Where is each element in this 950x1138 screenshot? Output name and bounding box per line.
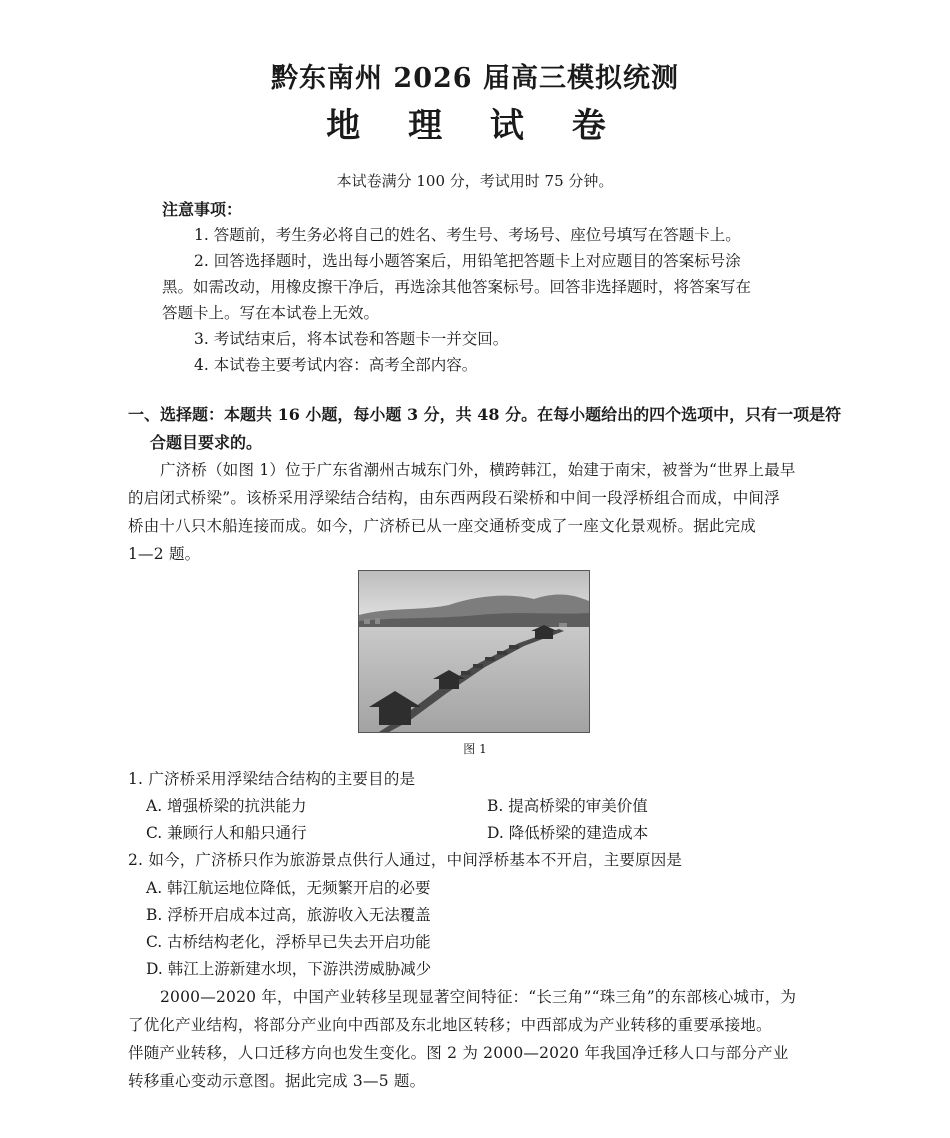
question-2-option-c: C. 古桥结构老化，浮桥早已失去开启功能 (146, 933, 431, 951)
question-2-option-a: A. 韩江航运地位降低，无频繁开启的必要 (146, 879, 431, 897)
section-heading-cont: 合题目要求的。 (150, 433, 263, 452)
notice-line: 1. 答题前，考生务必将自己的姓名、考生号、考场号、座位号填写在答题卡上。 (194, 226, 741, 244)
notice-line: 答题卡上。写在本试卷上无效。 (162, 304, 380, 322)
question-2-option-b: B. 浮桥开启成本过高，旅游收入无法覆盖 (146, 906, 431, 924)
question-2-option-d: D. 韩江上游新建水坝，下游洪涝威胁减少 (146, 960, 432, 978)
notice-line: 2. 回答选择题时，选出每小题答案后，用铅笔把答题卡上对应题目的答案标号涂 (194, 252, 741, 270)
passage-line: 的启闭式桥梁”。该桥采用浮梁结合结构，由东西两段石梁桥和中间一段浮桥组合而成，中间浮 (128, 489, 780, 507)
passage-2-line: 转移重心变动示意图。据此完成 3—5 题。 (128, 1072, 426, 1090)
question-1-option-d: D. 降低桥梁的建造成本 (487, 824, 649, 842)
exam-title: 黔东南州 2026 届高三模拟统测 (271, 63, 679, 94)
section-heading: 一、选择题：本题共 16 小题，每小题 3 分，共 48 分。在每小题给出的四个选项中，只有一项是符 (128, 405, 842, 424)
figure-caption: 图 1 (463, 742, 487, 756)
figure-1-photo (358, 570, 590, 733)
question-1-option-b: B. 提高桥梁的审美价值 (487, 797, 648, 815)
question-1-option-c: C. 兼顾行人和船只通行 (146, 824, 307, 842)
notice-heading: 注意事项： (162, 200, 243, 219)
passage-2-line: 了优化产业结构，将部分产业向中西部及东北地区转移；中西部成为产业转移的重要承接地。 (128, 1016, 772, 1034)
passage-2-line: 2000—2020 年，中国产业转移呈现显著空间特征：“长三角”“珠三角”的东部核心城市，为 (160, 988, 797, 1006)
question-2-stem: 2. 如今，广济桥只作为旅游景点供行人通过，中间浮桥基本不开启，主要原因是 (128, 851, 683, 869)
question-1-stem: 1. 广济桥采用浮梁结合结构的主要目的是 (128, 770, 416, 788)
question-1-option-a: A. 增强桥梁的抗洪能力 (146, 797, 307, 815)
exam-info: 本试卷满分 100 分，考试用时 75 分钟。 (336, 172, 614, 190)
notice-line: 黑。如需改动，用橡皮擦干净后，再选涂其他答案标号。回答非选择题时，将答案写在 (162, 278, 752, 296)
passage-line: 1—2 题。 (128, 545, 201, 563)
passage-line: 桥由十八只木船连接而成。如今，广济桥已从一座交通桥变成了一座文化景观桥。据此完成 (128, 517, 757, 535)
passage-line: 广济桥（如图 1）位于广东省潮州古城东门外，横跨韩江，始建于南宋，被誉为“世界上最早 (160, 461, 796, 479)
exam-subject: 地 理 试 卷 (326, 106, 624, 146)
notice-line: 3. 考试结束后，将本试卷和答题卡一并交回。 (194, 330, 509, 348)
notice-line: 4. 本试卷主要考试内容：高考全部内容。 (194, 356, 478, 374)
passage-2-line: 伴随产业转移，人口迁移方向也发生变化。图 2 为 2000—2020 年我国净迁移人口与部分产业 (128, 1044, 789, 1062)
